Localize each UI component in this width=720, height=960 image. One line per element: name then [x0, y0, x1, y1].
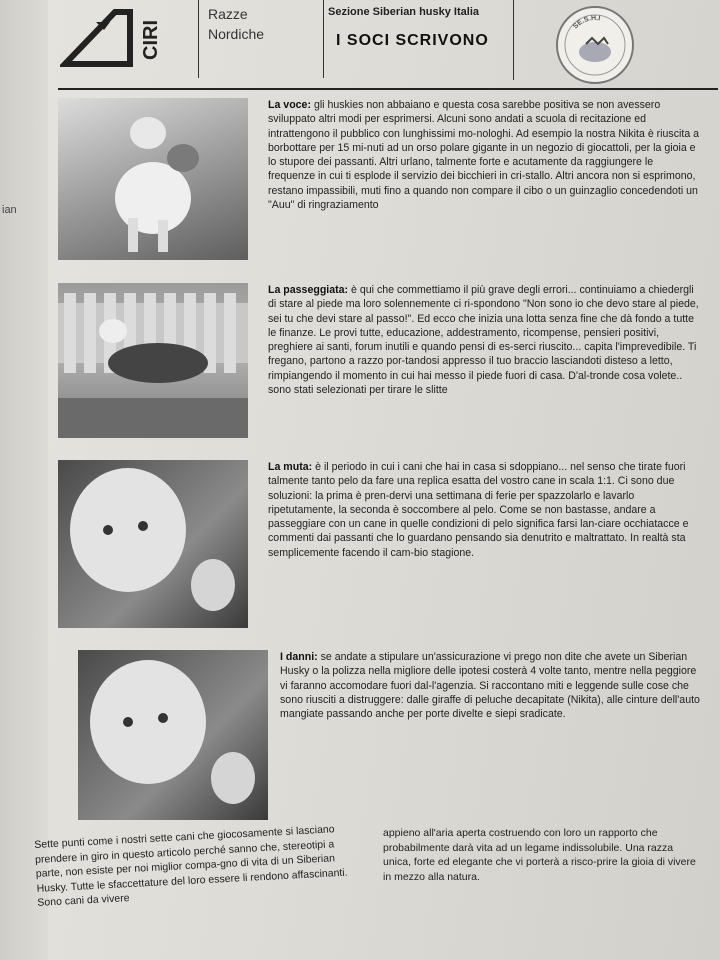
- article-section-muta: [58, 460, 708, 630]
- husky-photo: [58, 98, 248, 260]
- section-text: [268, 460, 700, 560]
- svg-text:SE.S.H.I: SE.S.H.I: [572, 14, 601, 31]
- page-header: [58, 0, 718, 90]
- logo-box: [58, 0, 199, 78]
- section-text: [280, 650, 706, 721]
- logo-shape-icon: [60, 4, 140, 74]
- article-section-voce: [58, 98, 708, 268]
- section-heading: La passeggiata:: [268, 284, 349, 296]
- section-body: è qui che commettiamo il più grave degli errori... continuiamo a chiedergli di stare al piede ma loro solennemente ci ri-spondono "Non sono io che devo stare al piede, sei tu che devi stare al passo!". Ed ecco che inizia una lotta senza fine che dà fondo a tutte le finanze. Le provi tutte, educazione, addestramento, ricompense, pensieri positivi, preghiere ai santi, forum inutili e quando pensi di es-serci riuscito... capita l'imprevedibile. Ti fregano, partono a razzo por-tandosi appresso il tuo braccio lasciandoti disteso a letto, rimpiangendo il momento in cui hai messo il piede fuori di casa. D'al-tronde cosa volete.. sono stati selezionati per tirare le slitte: [268, 284, 699, 397]
- husky-photo: [58, 460, 248, 628]
- section-body: gli huskies non abbaiano e questa cosa sarebbe positiva se non avessero sviluppato altri modi per esprimersi. Alcuni sono andati a scuola di recitazione ed intrattengono il pubblico con lunghissimi mo-nologhi. Ad esempio la nostra Nikita è riuscita a borbottare per 15 mi-nuti ad un orso polare gigante in un negozio di giocattoli, per la gioia e lo stupore dei passanti. Altri urlano, talmente forte e acutamente da raggiungere le frequenze in cui ti esplode il servizio dei bicchieri in cri-stallo. Altri ancora non si esprimono, restano impassibili, muti fino a quando non compare il cibo o un guinzaglio concedendoti un "Auu" di ringraziamento: [268, 99, 700, 212]
- page-title: I SOCI SCRIVONO: [336, 32, 489, 49]
- razze-line1: Razze: [208, 6, 248, 22]
- article-section-passeggiata: [58, 283, 708, 443]
- section-text: [268, 283, 700, 397]
- razze-nordiche-label: [208, 4, 264, 44]
- header-divider: [323, 0, 324, 78]
- previous-page-margin: [0, 0, 48, 960]
- razze-line2: Nordiche: [208, 26, 265, 42]
- section-heading: La voce:: [268, 99, 311, 111]
- section-heading: La muta:: [268, 461, 313, 473]
- section-heading: I danni:: [280, 651, 318, 663]
- logo-text: CIRI: [140, 20, 162, 60]
- closing-paragraph-right: appieno all'aria aperta costruendo con loro un rapporto che probabilmente darà vita ad un legame indissolubile. Una razza unica, forte ed elegante che vi porterà a risco-prire la gioia di vivere in mezzo alla natura.: [383, 827, 696, 883]
- closing-paragraph-left: Sette punti come i nostri sette cani che giocosamente si lasciano prendere in giro in questo articolo perché sanno che, stereotipi a parte, non esiste per noi miglior compa-gno di vita di un Siberian Husky. Tutte le sfaccettature del loro essere li rendono affascinanti. Sono cani da vivere: [34, 823, 348, 909]
- section-body: è il periodo in cui i cani che hai in casa si sdoppiano... nel senso che tirate fuori talmente tanto pelo da fare una replica esatta del vostro cane in scala 1:1. Ci sono due soluzioni: la prima è pren-dervi una settimana di ferie per spazzolarlo e lavarlo ripetutamente, la seconda è soccombere al pelo. Come se non bastasse, andare a passeggiare con un cane in quelle condizioni di pelo significa farsi lan-ciare occhiatacce e commenti dai passanti che lo guardano pensando sia denutrito e maltrattato. In realtà sta semplicemente facendo il cam-bio stagione.: [268, 461, 689, 559]
- section-text: [268, 98, 700, 212]
- section-label: Sezione Siberian husky Italia: [328, 6, 479, 18]
- club-seal-logo: [556, 6, 634, 84]
- margin-text-fragment: ian: [2, 204, 17, 216]
- husky-photo: [78, 650, 268, 820]
- header-divider: [513, 0, 514, 80]
- husky-photo: [58, 283, 248, 438]
- section-body: se andate a stipulare un'assicurazione vi prego non dite che avete un Siberian Husky o la polizza nella migliore delle ipotesi costerà 4 volte tanto, mentre nella peggiore vi faranno accomodare fuori dal-l'agenzia. Si raccontano miti e leggende sulle cose che sono riusciti a distruggere: dalle giraffe di peluche decapitate (Nikita), alle cinture dell'auto mangiate passando anche per porte divelte e siepi sradicate.: [280, 651, 700, 721]
- article-section-danni: [58, 650, 708, 825]
